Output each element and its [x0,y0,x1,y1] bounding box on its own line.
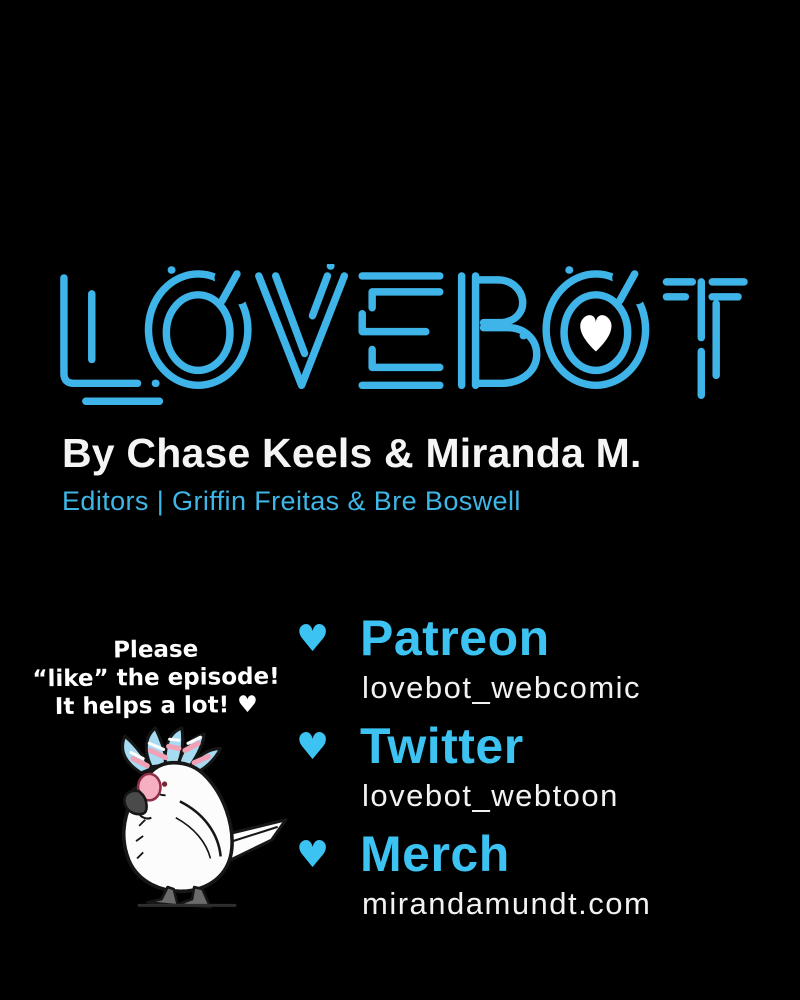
link-row-patreon [296,610,651,706]
lovebot-logo-art [52,264,748,413]
logo-letter-l [64,278,159,401]
plea-line-2: “like” the episode! [32,663,280,693]
like-plea [28,635,285,722]
logo-letter-b [462,276,537,385]
lovebot-logo [52,264,748,413]
byline: By Chase Keels & Miranda M. [62,430,642,476]
link-row-merch [296,826,651,922]
social-links [296,610,651,934]
logo-heart-icon [580,315,611,351]
twitter-label: Twitter [360,718,524,774]
plea-line-3: It helps a lot! ♥ [54,692,258,721]
beak [124,791,146,814]
logo-letter-o2 [546,270,645,385]
eye [162,781,167,786]
link-row-twitter [296,718,651,814]
logo-letter-o1 [148,270,247,385]
logo-letter-v [259,266,345,385]
patreon-label: Patreon [360,610,550,666]
logo-letter-e [362,276,440,385]
merch-handle: mirandamundt.com [362,886,652,921]
editors-credit: Editors | Griffin Freitas & Bre Boswell [62,486,521,516]
plea-line-1: Please [112,636,199,664]
patreon-handle: lovebot_webcomic [362,670,642,705]
logo-letter-t [666,282,744,395]
heart-icon: ♥ [296,832,330,876]
cockatoo-art [80,726,294,915]
twitter-handle: lovebot_webtoon [362,778,619,813]
merch-label: Merch [360,826,510,882]
heart-icon: ♥ [296,616,330,660]
cockatoo-mascot-illustration [80,726,294,915]
heart-icon: ♥ [296,724,330,768]
